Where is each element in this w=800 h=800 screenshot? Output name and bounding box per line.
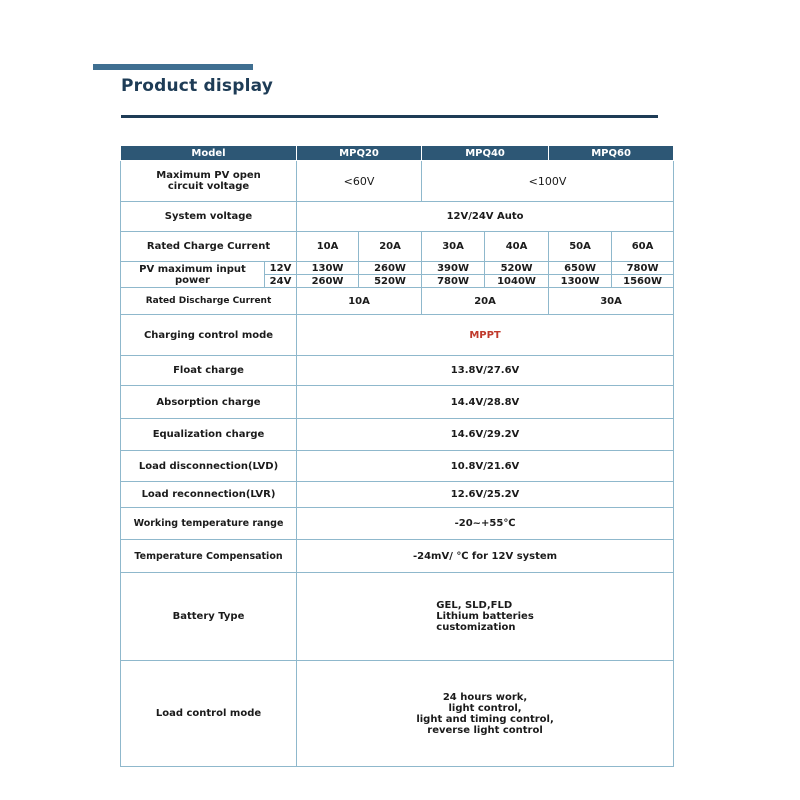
- table-row: [121, 451, 674, 482]
- table-row: [121, 573, 674, 661]
- pv-24v-label: 24V: [265, 275, 297, 288]
- pv-power-cell: 1040W: [485, 275, 549, 288]
- battery-type-label: Battery Type: [121, 573, 297, 661]
- pv-power-cell: 780W: [422, 275, 485, 288]
- table-row: [121, 661, 674, 767]
- load-reconnection-label: Load reconnection(LVR): [121, 482, 297, 508]
- table-row: [121, 508, 674, 540]
- battery-type-line: customization: [436, 622, 516, 633]
- table-row: [121, 386, 674, 419]
- table-row: [121, 482, 674, 508]
- discharge-mpq60: 30A: [549, 288, 674, 315]
- table-row: [121, 315, 674, 356]
- table-header-row: [121, 146, 674, 161]
- header-model: Model: [121, 146, 297, 161]
- battery-type-value: [297, 573, 674, 661]
- charge-current-cell: 20A: [359, 232, 422, 262]
- charge-current-cell: 60A: [612, 232, 674, 262]
- battery-type-line: Lithium batteries: [436, 611, 534, 622]
- table-row: [121, 288, 674, 315]
- table-row: [121, 540, 674, 573]
- battery-type-line: GEL, SLD,FLD: [436, 600, 513, 611]
- page-title: Product display: [121, 76, 274, 96]
- absorption-charge-value: 14.4V/28.8V: [297, 386, 674, 419]
- system-voltage-label: System voltage: [121, 202, 297, 232]
- pv-open-voltage-others: <100V: [422, 161, 674, 202]
- pv-power-cell: 390W: [422, 262, 485, 275]
- charge-current-cell: 50A: [549, 232, 612, 262]
- pv-open-voltage-mpq20: <60V: [297, 161, 422, 202]
- header-mpq60: MPQ60: [549, 146, 674, 161]
- pv-12v-label: 12V: [265, 262, 297, 275]
- pv-power-cell: 1300W: [549, 275, 612, 288]
- load-control-line: light and timing control,: [416, 713, 554, 725]
- table-row: [121, 161, 674, 202]
- load-control-mode-value: [297, 661, 674, 767]
- pv-open-voltage-label: [121, 161, 297, 202]
- spec-table: [120, 145, 674, 767]
- load-reconnection-value: 12.6V/25.2V: [297, 482, 674, 508]
- pv-power-cell: 130W: [297, 262, 359, 275]
- pv-power-cell: 650W: [549, 262, 612, 275]
- title-underline: [121, 115, 658, 118]
- load-disconnection-value: 10.8V/21.6V: [297, 451, 674, 482]
- pv-power-cell: 520W: [359, 275, 422, 288]
- title-accent-bar: [93, 64, 253, 70]
- working-temperature-value: -20~+55℃: [297, 508, 674, 540]
- pv-max-input-power-label: PV maximum input power: [121, 262, 265, 288]
- table-row: [121, 262, 674, 275]
- equalization-charge-value: 14.6V/29.2V: [297, 419, 674, 451]
- load-control-line: light control,: [448, 702, 522, 714]
- header-mpq20: MPQ20: [297, 146, 422, 161]
- rated-charge-current-label: Rated Charge Current: [121, 232, 297, 262]
- header-mpq40: MPQ40: [422, 146, 549, 161]
- table-row: [121, 356, 674, 386]
- pv-power-cell: 1560W: [612, 275, 674, 288]
- equalization-charge-label: Equalization charge: [121, 419, 297, 451]
- working-temperature-label: Working temperature range: [121, 508, 297, 540]
- load-disconnection-label: Load disconnection(LVD): [121, 451, 297, 482]
- charging-control-mode-value: MPPT: [297, 315, 674, 356]
- pv-power-cell: 780W: [612, 262, 674, 275]
- rated-discharge-current-label: Rated Discharge Current: [121, 288, 297, 315]
- table-row: [121, 419, 674, 451]
- pv-power-cell: 260W: [297, 275, 359, 288]
- battery-type-lines: [436, 600, 534, 633]
- table-row: [121, 202, 674, 232]
- charge-current-cell: 30A: [422, 232, 485, 262]
- float-charge-label: Float charge: [121, 356, 297, 386]
- load-control-line: 24 hours work,: [442, 691, 528, 703]
- load-control-line: reverse light control: [427, 724, 543, 736]
- temperature-compensation-label: Temperature Compensation: [121, 540, 297, 573]
- pv-power-cell: 260W: [359, 262, 422, 275]
- charge-current-cell: 40A: [485, 232, 549, 262]
- pv-open-voltage-label-line1: Maximum PV open: [156, 170, 261, 181]
- temperature-compensation-value: -24mV/ ℃ for 12V system: [297, 540, 674, 573]
- float-charge-value: 13.8V/27.6V: [297, 356, 674, 386]
- table-row: [121, 232, 674, 262]
- charge-current-cell: 10A: [297, 232, 359, 262]
- system-voltage-value: 12V/24V Auto: [297, 202, 674, 232]
- absorption-charge-label: Absorption charge: [121, 386, 297, 419]
- discharge-mpq20: 10A: [297, 288, 422, 315]
- charging-control-mode-label: Charging control mode: [121, 315, 297, 356]
- pv-power-cell: 520W: [485, 262, 549, 275]
- pv-open-voltage-label-line2: circuit voltage: [167, 181, 250, 192]
- load-control-mode-label: Load control mode: [121, 661, 297, 767]
- discharge-mpq40: 20A: [422, 288, 549, 315]
